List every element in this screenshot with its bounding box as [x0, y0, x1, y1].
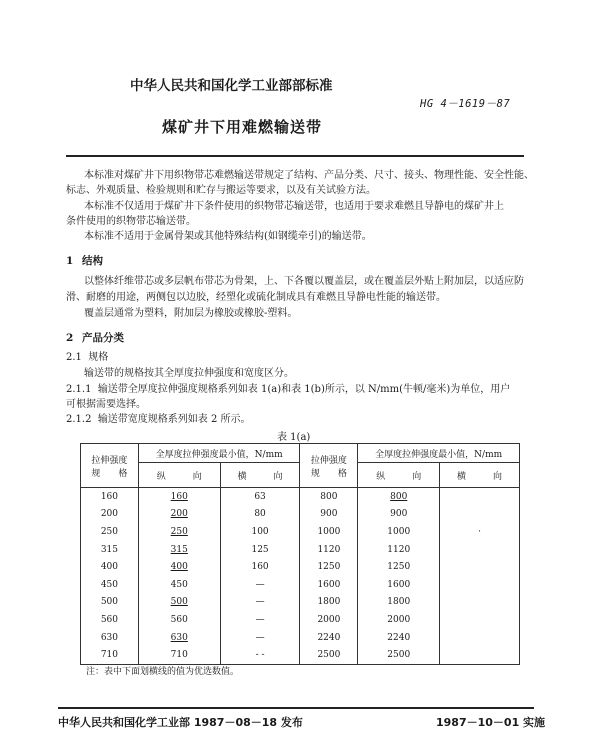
section-1-line-3: 覆盖层通常为塑料，附加层为橡胶或橡胶-塑料。: [84, 308, 298, 319]
cell-spec-right-value: 1120: [317, 544, 341, 555]
header-spec-line1: 拉伸强度: [310, 455, 347, 466]
cell-spec-left: [81, 488, 139, 506]
cell-long-right-value: 1120: [387, 544, 411, 555]
section-2-heading: [66, 330, 124, 345]
cell-spec-left-value: 710: [100, 650, 119, 661]
header-spec-right: [300, 444, 358, 488]
section-2-1-2: [66, 412, 251, 427]
table-caption: 表 1(a): [277, 432, 311, 443]
header-group-right: 全厚度拉伸强度最小值，N/mm: [358, 444, 520, 463]
table-row: [81, 506, 520, 524]
cell-long-right: [358, 646, 440, 664]
cell-trans-left: [220, 611, 300, 629]
cell-spec-right-value: 1250: [317, 562, 341, 573]
cell-trans-left-value: 100: [251, 526, 269, 537]
header-long-left: 纵 向: [138, 463, 220, 488]
cell-long-right: [358, 541, 440, 559]
cell-trans-left-value: 63: [254, 491, 266, 502]
cell-spec-left: [81, 594, 139, 612]
cell-trans-right: [440, 541, 520, 559]
cell-long-right: [358, 558, 440, 576]
section-2-1-number: 2.1: [66, 352, 82, 363]
section-2-1-2-number: 2.1.2: [66, 414, 92, 425]
issue-date: 中华人民共和国化学工业部 1987－08－18 发布: [58, 716, 303, 729]
table-row: [81, 488, 520, 506]
cell-long-right: [358, 594, 440, 612]
cell-spec-right: [300, 558, 358, 576]
cell-spec-right-value: 1600: [317, 579, 341, 590]
cell-spec-right: [300, 576, 358, 594]
cell-spec-right-value: 800: [320, 491, 338, 502]
cell-long-right-value: 1600: [387, 579, 411, 590]
cell-spec-left: [81, 611, 139, 629]
cell-spec-left-value: 630: [100, 632, 119, 643]
cell-trans-left-value: —: [255, 597, 265, 608]
cell-spec-right: [300, 488, 358, 506]
cell-spec-left-value: 160: [100, 491, 119, 502]
cell-spec-right: [300, 506, 358, 524]
cell-long-right: [358, 629, 440, 647]
section-2-number: 2: [66, 332, 74, 344]
section-2-title: 产品分类: [82, 332, 124, 344]
cell-spec-left-value: 450: [100, 579, 119, 590]
cell-spec-right-value: 2240: [317, 632, 341, 643]
header-rule: [66, 155, 524, 157]
document-title: 煤矿井下用难燃输送带: [162, 118, 323, 136]
section-2-1-1-line-2: 可根据需要选择。: [66, 399, 146, 410]
cell-spec-left-value: 315: [100, 544, 119, 555]
cell-long-right-value: 2500: [387, 650, 411, 661]
header-group-left: 全厚度拉伸强度最小值，N/mm: [138, 444, 300, 463]
cell-trans-right: [440, 646, 520, 664]
cell-long-right: [358, 488, 440, 506]
cell-trans-left-value: —: [255, 614, 265, 625]
footer-rule: [58, 707, 534, 709]
cell-spec-left: [81, 646, 139, 664]
cell-trans-left: [220, 541, 300, 559]
cell-long-right-value: 1800: [387, 597, 411, 608]
cell-spec-right-value: 2500: [317, 650, 341, 661]
cell-trans-right: [440, 506, 520, 524]
cell-long-right-value: 1000: [387, 526, 411, 537]
cell-trans-left: [220, 646, 300, 664]
cell-trans-left: [220, 576, 300, 594]
cell-spec-right: [300, 611, 358, 629]
cell-spec-right: [300, 629, 358, 647]
cell-long-right-value: 900: [390, 509, 408, 520]
cell-long-left-value: 315: [170, 544, 188, 555]
cell-spec-left-value: 200: [100, 509, 119, 520]
cell-trans-right: [440, 488, 520, 506]
cell-long-left-value: 200: [170, 509, 188, 520]
table-row: [81, 646, 520, 664]
cell-long-right-value: 2240: [387, 632, 411, 643]
cell-long-left: [138, 506, 220, 524]
cell-trans-right: [440, 611, 520, 629]
cell-trans-right: [440, 594, 520, 612]
section-2-1-1-text: 输送带全厚度拉伸强度规格系列如表 1(a)和表 1(b)所示，以 N/mm(牛顿/毫米)为单位，用户: [97, 384, 511, 395]
intro-line-1: 本标准对煤矿井下用织物带芯难燃输送带规定了结构、产品分类、尺寸、接头、物理性能、安全性能、: [84, 170, 534, 181]
table-row: [81, 541, 520, 559]
header-long-right: 纵 向: [358, 463, 440, 488]
cell-long-left-value: 400: [170, 562, 188, 573]
cell-spec-left: [81, 506, 139, 524]
cell-long-right: [358, 611, 440, 629]
cell-trans-right: [440, 576, 520, 594]
section-2-1-1-number: 2.1.1: [66, 384, 92, 395]
cell-spec-left: [81, 541, 139, 559]
cell-long-left-value: 450: [170, 579, 188, 590]
cell-trans-left-value: —: [255, 579, 265, 590]
cell-trans-left-value: 160: [251, 562, 269, 573]
cell-long-right-value: 800: [390, 491, 408, 502]
section-1-heading: [66, 253, 103, 268]
cell-spec-left-value: 560: [100, 614, 119, 625]
cell-long-left: [138, 488, 220, 506]
cell-trans-left-value: 125: [251, 544, 269, 555]
cell-long-right-value: 2000: [387, 614, 411, 625]
cell-trans-right: [440, 629, 520, 647]
section-2-1-2-text: 输送带宽度规格系列如表 2 所示。: [97, 414, 251, 425]
cell-long-left-value: 250: [170, 526, 188, 537]
cell-long-left: [138, 523, 220, 541]
table-row: [81, 558, 520, 576]
header-spec-left: [81, 444, 139, 488]
cell-trans-left: [220, 523, 300, 541]
cell-spec-right: [300, 594, 358, 612]
cell-spec-right: [300, 646, 358, 664]
cell-spec-right-value: 2000: [317, 614, 341, 625]
intro-line-3: 本标准不仅适用于煤矿井下条件使用的织物带芯输送带，也适用于要求难燃且导静电的煤矿井上: [84, 201, 504, 212]
cell-spec-right-value: 1800: [317, 597, 341, 608]
cell-long-left: [138, 594, 220, 612]
cell-long-left-value: 160: [170, 491, 188, 502]
section-1-line-2: 滑、耐磨的用途，两侧包以边胶，经塑化或硫化制成具有难燃且导静电性能的输送带。: [66, 292, 446, 303]
cell-long-left-value: 560: [170, 614, 188, 625]
section-1-title: 结构: [82, 255, 103, 267]
section-2-1-1-line-1: [66, 382, 510, 397]
header-spec-line2: 规 格: [91, 468, 128, 479]
table-row: [81, 594, 520, 612]
cell-long-left: [138, 541, 220, 559]
section-2-1-heading: [66, 350, 108, 365]
header-spec-line2: 规 格: [310, 468, 347, 479]
intro-line-2: 标志、外观质量、检验规则和贮存与搬运等要求，以及有关试验方法。: [66, 185, 376, 196]
cell-trans-left: [220, 629, 300, 647]
cell-spec-right-value: 1000: [317, 526, 341, 537]
cell-spec-right: [300, 541, 358, 559]
cell-spec-left: [81, 523, 139, 541]
cell-long-right-value: 1250: [387, 562, 411, 573]
cell-long-left-value: 710: [170, 650, 188, 661]
cell-trans-left-value: 80: [254, 509, 266, 520]
cell-long-left: [138, 558, 220, 576]
table-note: 注：表中下面划横线的值为优选数值。: [86, 667, 240, 677]
cell-long-left: [138, 611, 220, 629]
cell-trans-right-value: ·: [478, 526, 481, 537]
cell-long-left-value: 630: [170, 632, 188, 643]
standard-number: HG 4－1619－87: [420, 98, 511, 110]
table-row: [81, 576, 520, 594]
cell-spec-left: [81, 629, 139, 647]
effective-date: 1987－10－01 实施: [436, 716, 546, 729]
cell-spec-right: [300, 523, 358, 541]
issuing-body: 中华人民共和国化学工业部部标准: [130, 78, 333, 94]
cell-spec-left-value: 250: [100, 526, 119, 537]
header-trans-left: 横 向: [220, 463, 300, 488]
tensile-strength-table: [80, 443, 520, 665]
cell-trans-right: [440, 558, 520, 576]
cell-long-right: [358, 576, 440, 594]
cell-spec-left-value: 500: [100, 597, 119, 608]
cell-trans-left-value: —: [255, 632, 265, 643]
cell-spec-left: [81, 558, 139, 576]
cell-trans-left: [220, 558, 300, 576]
section-1-number: 1: [66, 255, 74, 267]
intro-line-4: 条件使用的织物带芯输送带。: [66, 216, 196, 227]
cell-trans-left: [220, 506, 300, 524]
cell-long-right: [358, 523, 440, 541]
table-row: [81, 523, 520, 541]
cell-spec-left-value: 400: [100, 562, 119, 573]
intro-line-5: 本标准不适用于金属骨架或其他特殊结构(如钢缆牵引)的输送带。: [84, 231, 372, 242]
cell-long-left: [138, 576, 220, 594]
section-2-1-title: 规格: [88, 352, 109, 363]
cell-spec-left: [81, 576, 139, 594]
cell-long-left: [138, 629, 220, 647]
cell-long-left-value: 500: [170, 597, 188, 608]
cell-trans-right: [440, 523, 520, 541]
header-spec-line1: 拉伸强度: [91, 455, 128, 466]
table-row: [81, 611, 520, 629]
section-2-1-text: 输送带的规格按其全厚度拉伸强度和宽度区分。: [84, 368, 294, 379]
cell-spec-right-value: 900: [320, 509, 338, 520]
header-trans-right: 横 向: [440, 463, 520, 488]
cell-trans-left: [220, 488, 300, 506]
cell-long-right: [358, 506, 440, 524]
cell-trans-left-value: - -: [255, 650, 265, 661]
cell-trans-left: [220, 594, 300, 612]
table-row: [81, 629, 520, 647]
section-1-line-1: 以整体纤维带芯或多层帆布带芯为骨架，上、下各覆以覆盖层，或在覆盖层外贴上附加层，以适应防: [84, 276, 524, 287]
cell-long-left: [138, 646, 220, 664]
